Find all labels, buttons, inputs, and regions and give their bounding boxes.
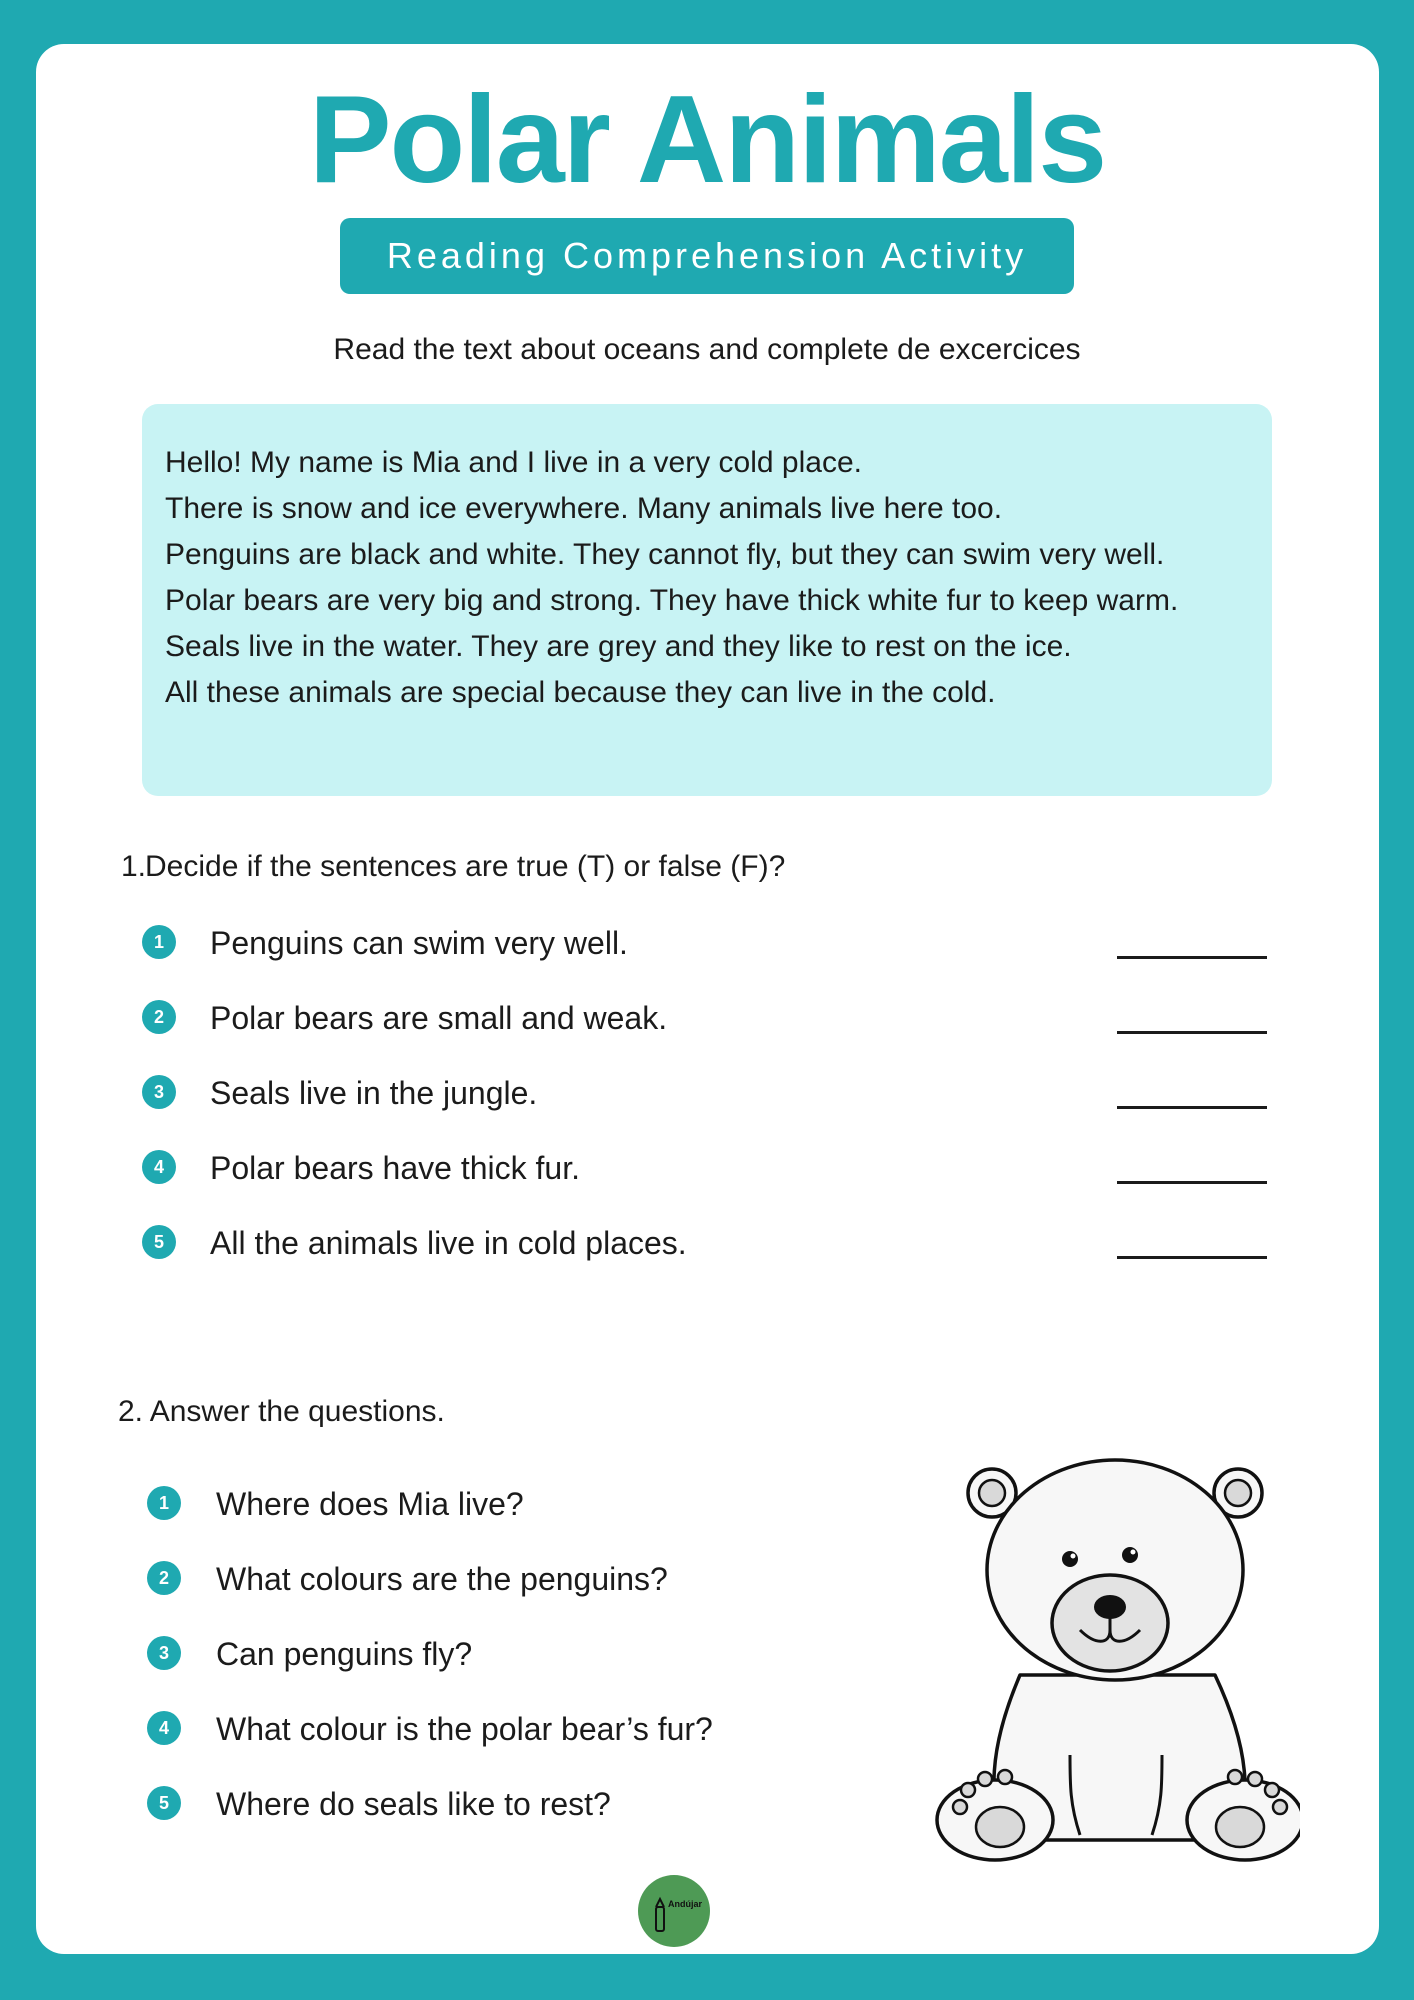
true-false-statement: All the animals live in cold places. bbox=[210, 1225, 687, 1261]
answer-blank[interactable] bbox=[1117, 1031, 1267, 1034]
item-number-badge: 5 bbox=[142, 1225, 176, 1259]
polar-bear-illustration bbox=[930, 1455, 1300, 1865]
question-text: Can penguins fly? bbox=[216, 1636, 473, 1672]
item-number-badge: 3 bbox=[142, 1075, 176, 1109]
answer-blank[interactable] bbox=[1117, 1256, 1267, 1259]
pencil-icon bbox=[638, 1875, 710, 1947]
item-number-badge: 4 bbox=[142, 1150, 176, 1184]
question-text: What colour is the polar bear’s fur? bbox=[216, 1711, 713, 1747]
exercise2-title: 2. Answer the questions. bbox=[118, 1395, 445, 1428]
page-title: Polar Animals bbox=[308, 71, 1106, 209]
item-number-badge: 1 bbox=[142, 925, 176, 959]
answer-blank[interactable] bbox=[1117, 1106, 1267, 1109]
item-number-badge: 4 bbox=[147, 1711, 181, 1745]
true-false-statement: Polar bears are small and weak. bbox=[210, 1000, 668, 1036]
item-number-badge: 5 bbox=[147, 1786, 181, 1820]
exercise1-number: 1. bbox=[121, 850, 147, 883]
subtitle-badge: Reading Comprehension Activity bbox=[340, 218, 1074, 294]
item-number-badge: 1 bbox=[147, 1486, 181, 1520]
true-false-statement: Penguins can swim very well. bbox=[210, 925, 628, 961]
passage-line: Hello! My name is Mia and I live in a very cold place. bbox=[165, 446, 862, 479]
school-logo bbox=[638, 1875, 710, 1947]
question-text: Where does Mia live? bbox=[216, 1486, 524, 1522]
passage-line: All these animals are special because they can live in the cold. bbox=[165, 676, 996, 709]
reading-passage bbox=[142, 404, 1272, 796]
passage-line: Polar bears are very big and strong. They have thick white fur to keep warm. bbox=[165, 584, 1179, 617]
instruction-text: Read the text about oceans and complete de excercices bbox=[333, 333, 1081, 366]
true-false-statement: Polar bears have thick fur. bbox=[210, 1150, 580, 1186]
item-number-badge: 2 bbox=[147, 1561, 181, 1595]
item-number-badge: 3 bbox=[147, 1636, 181, 1670]
answer-blank[interactable] bbox=[1117, 1181, 1267, 1184]
passage-line: Seals live in the water. They are grey and they like to rest on the ice. bbox=[165, 630, 1072, 663]
logo-text: Andújar bbox=[668, 1899, 703, 1909]
answer-blank[interactable] bbox=[1117, 956, 1267, 959]
passage-line: Penguins are black and white. They cannot fly, but they can swim very well. bbox=[165, 538, 1165, 571]
passage-line: There is snow and ice everywhere. Many animals live here too. bbox=[165, 492, 1003, 525]
exercise1-title: Decide if the sentences are true (T) or false (F)? bbox=[145, 850, 786, 883]
question-text: What colours are the penguins? bbox=[216, 1561, 668, 1597]
true-false-statement: Seals live in the jungle. bbox=[210, 1075, 538, 1111]
item-number-badge: 2 bbox=[142, 1000, 176, 1034]
question-text: Where do seals like to rest? bbox=[216, 1786, 611, 1822]
